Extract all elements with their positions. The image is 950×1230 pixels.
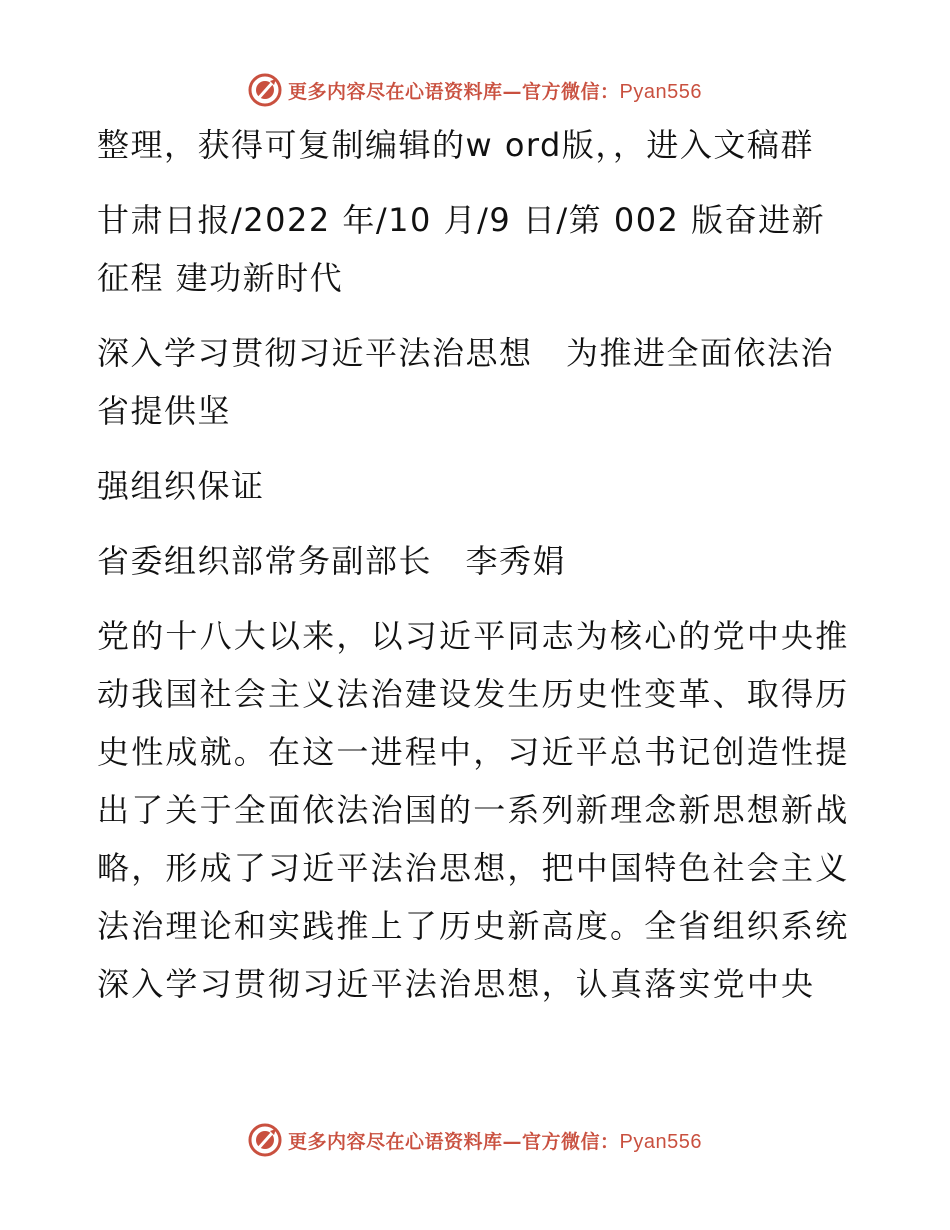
pen-logo-icon	[248, 73, 282, 107]
body-paragraph: 党的十八大以来，以习近平同志为核心的党中央推动我国社会主义法治建设发生历史性变革、取得历史性成就。在这一进程中，习近平总书记创造性提出了关于全面依法治国的一系列新理念新思想新战略，形成了习近平法治思想，把中国特色社会主义法治理论和实践推上了历史新高度。全省组织系统深入学习贯彻习近平法治思想，认真落实党中央	[97, 617, 850, 1003]
article-title-continued: 强组织保证	[97, 467, 265, 505]
author-line: 省委组织部常务副部长 李秀娟	[97, 542, 567, 580]
source-line: 甘肃日报/2022 年/10 月/9 日/第 002 版奋进新征程 建功新时代	[97, 201, 826, 297]
article-title: 深入学习贯彻习近平法治思想 为推进全面依法治省提供坚	[97, 334, 835, 430]
pen-logo-icon	[248, 1123, 282, 1157]
watermark-text: 更多内容尽在心语资料库—官方微信：Pyan556	[288, 1130, 702, 1153]
watermark-footer	[0, 1120, 950, 1160]
watermark-text: 更多内容尽在心语资料库—官方微信：Pyan556	[288, 80, 702, 103]
document-body	[97, 116, 857, 1030]
watermark-header	[0, 70, 950, 110]
intro-note: 整理，获得可复制编辑的w ord版，，进入文稿群	[97, 126, 814, 164]
